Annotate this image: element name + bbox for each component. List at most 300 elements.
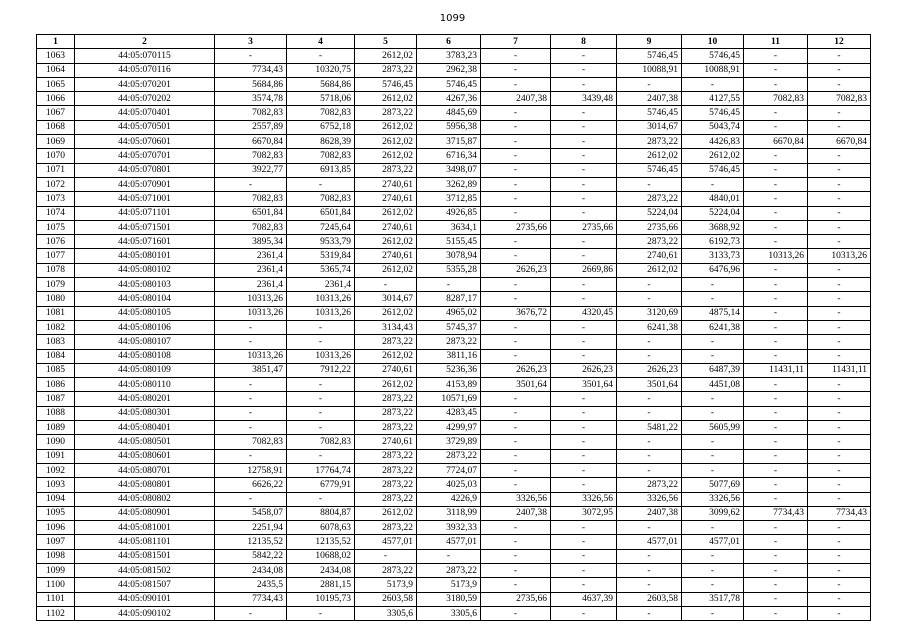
table-cell: -: [744, 378, 808, 392]
table-row: [37, 478, 871, 492]
table-cell: 3729,89: [417, 435, 481, 449]
table-cell: 2407,38: [617, 506, 682, 520]
table-cell: 1068: [37, 120, 75, 134]
table-cell: 5236,36: [417, 363, 481, 377]
table-cell: -: [481, 149, 551, 163]
table-row: [37, 49, 871, 63]
table-row: [37, 563, 871, 577]
table-cell: 2873,22: [617, 478, 682, 492]
column-header: 8: [551, 35, 617, 49]
table-row: [37, 521, 871, 535]
table-cell: -: [481, 235, 551, 249]
table-cell: 1069: [37, 135, 75, 149]
table-cell: -: [481, 406, 551, 420]
table-cell: 44:05:070401: [75, 106, 215, 120]
table-cell: -: [744, 392, 808, 406]
table-cell: 2669,86: [551, 263, 617, 277]
table-cell: -: [744, 349, 808, 363]
table-cell: -: [481, 392, 551, 406]
table-cell: 3180,59: [417, 592, 481, 606]
table-cell: 3326,56: [551, 492, 617, 506]
table-cell: 4283,45: [417, 406, 481, 420]
table-cell: 2873,22: [355, 521, 417, 535]
table-cell: -: [287, 335, 355, 349]
table-cell: 3501,64: [551, 378, 617, 392]
table-cell: -: [744, 578, 808, 592]
table-cell: -: [682, 606, 744, 620]
table-cell: -: [682, 521, 744, 535]
table-cell: 3517,78: [682, 592, 744, 606]
table-cell: -: [551, 563, 617, 577]
table-cell: 2962,38: [417, 63, 481, 77]
table-cell: -: [215, 49, 287, 63]
table-cell: -: [481, 120, 551, 134]
table-cell: 3134,43: [355, 320, 417, 334]
table-cell: 1098: [37, 549, 75, 563]
table-body: [37, 49, 871, 621]
table-cell: 10313,26: [808, 249, 871, 263]
table-row: [37, 263, 871, 277]
table-cell: -: [551, 421, 617, 435]
table-cell: 6487,39: [682, 363, 744, 377]
table-cell: 2873,22: [355, 63, 417, 77]
table-cell: -: [808, 435, 871, 449]
table-cell: -: [808, 406, 871, 420]
table-cell: -: [481, 63, 551, 77]
table-cell: -: [551, 106, 617, 120]
table-cell: 1080: [37, 292, 75, 306]
table-cell: 10313,26: [287, 349, 355, 363]
table-cell: 3078,94: [417, 249, 481, 263]
table-cell: 2873,22: [417, 449, 481, 463]
table-cell: 3305,6: [417, 606, 481, 620]
column-header: 4: [287, 35, 355, 49]
table-cell: -: [215, 492, 287, 506]
table-cell: -: [481, 49, 551, 63]
table-cell: 2873,22: [417, 335, 481, 349]
table-cell: -: [744, 263, 808, 277]
table-cell: 5224,04: [682, 206, 744, 220]
table-cell: 44:05:080109: [75, 363, 215, 377]
table-cell: -: [551, 249, 617, 263]
table-cell: -: [682, 463, 744, 477]
table-cell: -: [682, 563, 744, 577]
table-cell: 44:05:071601: [75, 235, 215, 249]
table-cell: -: [481, 478, 551, 492]
table-cell: 5684,86: [215, 77, 287, 91]
table-cell: 10313,26: [287, 292, 355, 306]
table-cell: -: [682, 278, 744, 292]
table-cell: 2740,61: [355, 220, 417, 234]
table-cell: 1071: [37, 163, 75, 177]
table-cell: -: [682, 292, 744, 306]
table-cell: 5224,04: [617, 206, 682, 220]
table-cell: 44:05:070601: [75, 135, 215, 149]
table-cell: -: [744, 435, 808, 449]
table-cell: 1081: [37, 306, 75, 320]
table-cell: 1086: [37, 378, 75, 392]
table-cell: 6913,85: [287, 163, 355, 177]
table-cell: 2251,94: [215, 521, 287, 535]
table-cell: -: [808, 77, 871, 91]
table-cell: 44:05:080802: [75, 492, 215, 506]
table-cell: 10313,26: [287, 306, 355, 320]
table-cell: 1078: [37, 263, 75, 277]
table-cell: 7082,83: [744, 92, 808, 106]
table-cell: 2434,08: [287, 563, 355, 577]
table-cell: -: [808, 320, 871, 334]
table-cell: 5319,84: [287, 249, 355, 263]
table-cell: -: [808, 392, 871, 406]
table-cell: 4267,36: [417, 92, 481, 106]
table-cell: 2873,22: [355, 492, 417, 506]
table-cell: 2873,22: [617, 235, 682, 249]
table-cell: -: [287, 320, 355, 334]
table-cell: 1087: [37, 392, 75, 406]
table-cell: -: [808, 49, 871, 63]
table-cell: 6670,84: [744, 135, 808, 149]
table-cell: 8287,17: [417, 292, 481, 306]
table-cell: -: [287, 421, 355, 435]
table-cell: 2435,5: [215, 578, 287, 592]
table-cell: -: [481, 177, 551, 191]
table-cell: 3072,95: [551, 506, 617, 520]
table-cell: 2434,08: [215, 563, 287, 577]
table-cell: -: [808, 106, 871, 120]
table-cell: 3326,56: [617, 492, 682, 506]
table-cell: 44:05:070501: [75, 120, 215, 134]
table-cell: 44:05:080201: [75, 392, 215, 406]
table-cell: -: [744, 406, 808, 420]
table-cell: -: [215, 378, 287, 392]
table-cell: 3783,23: [417, 49, 481, 63]
table-cell: 10571,69: [417, 392, 481, 406]
table-cell: -: [481, 349, 551, 363]
table-cell: 3099,62: [682, 506, 744, 520]
table-cell: 2361,4: [287, 278, 355, 292]
column-header: 12: [808, 35, 871, 49]
table-cell: -: [617, 177, 682, 191]
table-row: [37, 392, 871, 406]
table-row: [37, 435, 871, 449]
table-cell: 10313,26: [744, 249, 808, 263]
table-cell: 5746,45: [617, 163, 682, 177]
table-cell: -: [287, 449, 355, 463]
table-cell: 44:05:080103: [75, 278, 215, 292]
table-cell: 3120,69: [617, 306, 682, 320]
table-cell: 2612,02: [355, 263, 417, 277]
table-cell: -: [617, 349, 682, 363]
table-cell: 1075: [37, 220, 75, 234]
table-cell: -: [617, 521, 682, 535]
table-cell: -: [682, 392, 744, 406]
table-cell: -: [808, 449, 871, 463]
table-cell: -: [744, 320, 808, 334]
table-cell: -: [808, 478, 871, 492]
table-cell: 17764,74: [287, 463, 355, 477]
table-cell: -: [744, 163, 808, 177]
table-cell: 44:05:080401: [75, 421, 215, 435]
table-cell: 1101: [37, 592, 75, 606]
table-cell: 7082,83: [287, 149, 355, 163]
table-cell: -: [481, 578, 551, 592]
table-cell: -: [551, 478, 617, 492]
column-header: 1: [37, 35, 75, 49]
table-row: [37, 77, 871, 91]
table-cell: -: [551, 392, 617, 406]
table-cell: -: [808, 563, 871, 577]
table-cell: -: [551, 206, 617, 220]
table-cell: 1095: [37, 506, 75, 520]
table-cell: 44:05:080601: [75, 449, 215, 463]
table-cell: -: [481, 192, 551, 206]
table-cell: -: [808, 263, 871, 277]
table-cell: 2612,02: [617, 263, 682, 277]
table-row: [37, 120, 871, 134]
table-cell: -: [744, 106, 808, 120]
table-cell: 5746,45: [417, 77, 481, 91]
table-cell: 5746,45: [682, 49, 744, 63]
table-cell: 2735,66: [551, 220, 617, 234]
table-cell: -: [617, 77, 682, 91]
table-cell: -: [744, 521, 808, 535]
table-cell: -: [481, 77, 551, 91]
table-cell: 6716,34: [417, 149, 481, 163]
table-cell: -: [808, 492, 871, 506]
table-cell: -: [617, 563, 682, 577]
table-cell: 6192,73: [682, 235, 744, 249]
table-cell: 44:05:090102: [75, 606, 215, 620]
table-row: [37, 549, 871, 563]
table-row: [37, 149, 871, 163]
table-cell: 44:05:070202: [75, 92, 215, 106]
table-cell: 3811,16: [417, 349, 481, 363]
table-cell: -: [808, 192, 871, 206]
table-cell: 6779,91: [287, 478, 355, 492]
table-cell: 10320,75: [287, 63, 355, 77]
table-cell: 44:05:081001: [75, 521, 215, 535]
table-cell: 4226,9: [417, 492, 481, 506]
table-cell: 2873,22: [355, 163, 417, 177]
table-row: [37, 278, 871, 292]
table-cell: 2873,22: [355, 563, 417, 577]
table-cell: -: [551, 163, 617, 177]
table-cell: 6670,84: [808, 135, 871, 149]
table-cell: 4577,01: [355, 535, 417, 549]
table-cell: 3574,78: [215, 92, 287, 106]
table-cell: 7082,83: [215, 149, 287, 163]
table-cell: 1085: [37, 363, 75, 377]
table-cell: 3501,64: [481, 378, 551, 392]
table-cell: -: [551, 406, 617, 420]
table-cell: 2612,02: [355, 378, 417, 392]
table-row: [37, 135, 871, 149]
table-cell: -: [744, 177, 808, 191]
table-cell: -: [808, 549, 871, 563]
table-cell: -: [744, 235, 808, 249]
table-cell: 10313,26: [215, 349, 287, 363]
table-cell: 3305,6: [355, 606, 417, 620]
table-cell: 10313,26: [215, 306, 287, 320]
table-cell: -: [617, 335, 682, 349]
table-cell: 1073: [37, 192, 75, 206]
table-cell: 7082,83: [215, 220, 287, 234]
column-header: 6: [417, 35, 481, 49]
table-cell: 44:05:071101: [75, 206, 215, 220]
table-cell: -: [617, 278, 682, 292]
table-cell: 7734,43: [808, 506, 871, 520]
table-cell: -: [682, 549, 744, 563]
table-cell: 4426,83: [682, 135, 744, 149]
table-row: [37, 463, 871, 477]
table-cell: 2626,23: [481, 263, 551, 277]
column-header: 3: [215, 35, 287, 49]
table-cell: 5746,45: [682, 163, 744, 177]
table-cell: 3326,56: [481, 492, 551, 506]
page-number: 1099: [439, 13, 466, 24]
table-cell: 2612,02: [355, 349, 417, 363]
table-cell: 44:05:080101: [75, 249, 215, 263]
table-row: [37, 192, 871, 206]
table-cell: -: [551, 606, 617, 620]
table-cell: 2873,22: [355, 106, 417, 120]
table-cell: 44:05:081101: [75, 535, 215, 549]
table-row: [37, 421, 871, 435]
table-cell: -: [808, 335, 871, 349]
table-cell: -: [744, 492, 808, 506]
table-cell: 5746,45: [355, 77, 417, 91]
table-cell: -: [551, 335, 617, 349]
table-cell: -: [744, 63, 808, 77]
table-cell: 44:05:070201: [75, 77, 215, 91]
table-row: [37, 335, 871, 349]
table-cell: 6501,84: [215, 206, 287, 220]
table-row: [37, 63, 871, 77]
table-cell: 2740,61: [355, 363, 417, 377]
table-cell: 1092: [37, 463, 75, 477]
table-cell: 1084: [37, 349, 75, 363]
table-cell: 5173,9: [417, 578, 481, 592]
table-cell: 2740,61: [355, 177, 417, 191]
table-cell: 2735,66: [481, 220, 551, 234]
table-cell: 3895,34: [215, 235, 287, 249]
table-cell: -: [481, 421, 551, 435]
table-cell: 6476,96: [682, 263, 744, 277]
table-cell: 44:05:081507: [75, 578, 215, 592]
table-cell: 44:05:080701: [75, 463, 215, 477]
table-cell: 3688,92: [682, 220, 744, 234]
table-cell: -: [744, 220, 808, 234]
table-cell: 2612,02: [355, 235, 417, 249]
table-cell: 7734,43: [215, 592, 287, 606]
table-cell: 5746,45: [682, 106, 744, 120]
table-cell: 2361,4: [215, 263, 287, 277]
table-cell: 4875,14: [682, 306, 744, 320]
column-header: 10: [682, 35, 744, 49]
table-cell: -: [744, 49, 808, 63]
table-row: [37, 92, 871, 106]
table-cell: 10313,26: [215, 292, 287, 306]
table-cell: -: [287, 392, 355, 406]
column-header: 9: [617, 35, 682, 49]
table-cell: 2612,02: [355, 506, 417, 520]
table-row: [37, 235, 871, 249]
table-cell: 4637,39: [551, 592, 617, 606]
table-cell: 5746,45: [617, 49, 682, 63]
table-cell: -: [215, 406, 287, 420]
table-cell: -: [551, 535, 617, 549]
table-cell: -: [808, 606, 871, 620]
table-cell: -: [744, 149, 808, 163]
table-cell: 2612,02: [355, 149, 417, 163]
table-cell: -: [287, 406, 355, 420]
table-row: [37, 206, 871, 220]
table-cell: 7082,83: [215, 192, 287, 206]
table-cell: 3014,67: [355, 292, 417, 306]
table-cell: 2873,22: [355, 478, 417, 492]
table-row: [37, 378, 871, 392]
table-cell: 44:05:080901: [75, 506, 215, 520]
table-cell: -: [808, 578, 871, 592]
table-cell: -: [481, 521, 551, 535]
table-cell: -: [481, 278, 551, 292]
table-cell: 2603,58: [617, 592, 682, 606]
table-cell: 2873,22: [355, 406, 417, 420]
table-cell: -: [215, 177, 287, 191]
table-row: [37, 506, 871, 520]
table-row: [37, 220, 871, 234]
table-cell: -: [808, 220, 871, 234]
table-cell: -: [215, 335, 287, 349]
table-cell: -: [617, 406, 682, 420]
table-cell: -: [551, 521, 617, 535]
table-cell: 4320,45: [551, 306, 617, 320]
table-cell: 5173,9: [355, 578, 417, 592]
table-cell: 3634,1: [417, 220, 481, 234]
table-cell: 10688,02: [287, 549, 355, 563]
table-cell: -: [744, 449, 808, 463]
table-cell: 4926,85: [417, 206, 481, 220]
table-cell: 1077: [37, 249, 75, 263]
table-cell: 6501,84: [287, 206, 355, 220]
table-row: [37, 249, 871, 263]
table-cell: -: [744, 535, 808, 549]
table-cell: -: [744, 563, 808, 577]
table-cell: 7082,83: [808, 92, 871, 106]
table-cell: -: [551, 549, 617, 563]
table-cell: -: [551, 192, 617, 206]
table-cell: 4577,01: [682, 535, 744, 549]
table-cell: 44:05:080301: [75, 406, 215, 420]
table-cell: 2873,22: [355, 421, 417, 435]
table-cell: 2626,23: [481, 363, 551, 377]
table-cell: 1064: [37, 63, 75, 77]
table-cell: -: [481, 435, 551, 449]
table-cell: 2612,02: [355, 49, 417, 63]
table-cell: 2873,22: [355, 392, 417, 406]
table-cell: 5458,07: [215, 506, 287, 520]
table-cell: 7912,22: [287, 363, 355, 377]
table-cell: 5355,28: [417, 263, 481, 277]
table-cell: -: [551, 292, 617, 306]
table-cell: 1063: [37, 49, 75, 63]
table-cell: 44:05:080110: [75, 378, 215, 392]
table-cell: 3501,64: [617, 378, 682, 392]
table-cell: 7082,83: [287, 192, 355, 206]
table-cell: 2612,02: [617, 149, 682, 163]
table-cell: 12758,91: [215, 463, 287, 477]
table-cell: -: [215, 320, 287, 334]
